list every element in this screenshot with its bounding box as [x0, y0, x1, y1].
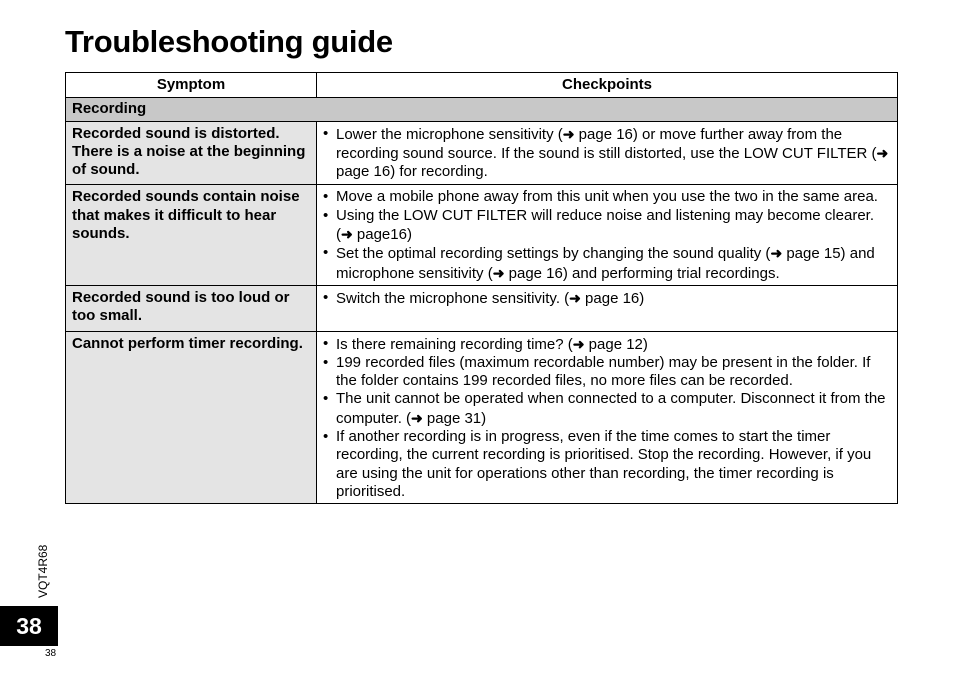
arrow-right-icon: ➜ [492, 264, 505, 281]
checkpoint-text: page 16) for recording. [336, 163, 488, 181]
arrow-right-icon: ➜ [770, 245, 783, 262]
checkpoint-text: Lower the microphone sensitivity ( [336, 125, 563, 143]
checkpoint-text: If another recording is in progress, even if the time comes to start the timer recording, the current recording is prioritised. Stop the recording. However, if you are using the unit for operations other than recording, the timer recording is prioritised. [336, 428, 872, 500]
arrow-right-icon: ➜ [411, 409, 423, 426]
checkpoint-text: Is there remaining recording time? ( [336, 335, 573, 353]
checkpoint-text: page 12) [584, 335, 648, 353]
page-title: Troubleshooting guide [65, 24, 393, 59]
checkpoint-item [323, 354, 891, 391]
section-title: Recording [66, 98, 898, 121]
checkpoint-text: Move a mobile phone away from this unit when you use the two in the same area. [336, 188, 878, 206]
arrow-right-icon: ➜ [876, 144, 889, 161]
table-row [66, 185, 898, 285]
checkpoint-item [323, 289, 891, 308]
checkpoint-item [323, 428, 891, 501]
symptom-cell: Recorded sounds contain noise that makes it difficult to hear sounds. [66, 185, 317, 285]
checkpoint-item [323, 335, 891, 354]
checkpoints-cell [317, 185, 898, 285]
bullet-icon: • [323, 188, 329, 206]
checkpoint-text: page16) [352, 226, 412, 244]
arrow-right-icon: ➜ [569, 289, 581, 306]
bullet-icon: • [323, 206, 329, 224]
checkpoint-text: Switch the microphone sensitivity. ( [336, 289, 570, 307]
checkpoint-item [323, 390, 891, 428]
checkpoint-item [323, 125, 891, 182]
table-body [66, 98, 898, 504]
table-header-row [66, 73, 898, 98]
checkpoint-text: page 15) and microphone sensitivity ( [336, 245, 875, 282]
checkpoint-item [323, 244, 891, 283]
symptom-column-header: Symptom [66, 73, 317, 98]
checkpoints-cell [317, 121, 898, 185]
checkpoint-text: The unit cannot be operated when connected to a computer. Disconnect it from the computer. ( [336, 390, 886, 427]
checkpoint-item [323, 188, 891, 206]
checkpoint-text: page 31) [422, 409, 487, 427]
checkpoint-list [323, 289, 891, 308]
checkpoint-list [323, 125, 891, 182]
bullet-icon: • [323, 288, 329, 306]
bullet-icon: • [323, 390, 329, 408]
checkpoints-cell [317, 285, 898, 331]
arrow-right-icon: ➜ [562, 125, 575, 142]
bullet-icon: • [323, 124, 329, 142]
table-row [66, 285, 898, 331]
table-row [66, 331, 898, 504]
table-row [66, 121, 898, 185]
arrow-right-icon: ➜ [341, 226, 353, 243]
page-number-small: 38 [45, 648, 57, 659]
section-row-recording [66, 98, 898, 121]
bullet-icon: • [323, 428, 329, 446]
checkpoint-item [323, 207, 891, 245]
arrow-right-icon: ➜ [572, 335, 585, 352]
checkpoint-text: Using the LOW CUT FILTER will reduce noise and listening may become clearer. ( [336, 206, 875, 244]
checkpoints-cell [317, 331, 898, 504]
checkpoint-text: Set the optimal recording settings by changing the sound quality ( [336, 245, 771, 263]
bullet-icon: • [323, 353, 329, 371]
checkpoint-text: 199 recorded files (maximum recordable number) may be present in the folder. If the folder contains 199 recorded files, no more files can be recorded. [336, 353, 871, 390]
symptom-cell: Cannot perform timer recording. [66, 331, 317, 504]
checkpoint-text: page 16) or move further away from the recording sound source. If the sound is still distorted, use the LOW CUT FILTER ( [336, 125, 877, 162]
page-number-tab: 38 [0, 606, 58, 646]
troubleshooting-table [65, 72, 898, 504]
checkpoint-list [323, 335, 891, 502]
bullet-icon: • [323, 244, 329, 262]
checkpoint-text: page 16) [580, 289, 645, 307]
symptom-cell: Recorded sound is too loud or too small. [66, 285, 317, 331]
model-code: VQT4R68 [36, 544, 50, 598]
checkpoints-column-header: Checkpoints [317, 73, 898, 98]
bullet-icon: • [323, 334, 329, 352]
checkpoint-list [323, 188, 891, 282]
checkpoint-text: page 16) and performing trial recordings. [504, 264, 780, 282]
symptom-cell: Recorded sound is distorted. There is a noise at the beginning of sound. [66, 121, 317, 185]
